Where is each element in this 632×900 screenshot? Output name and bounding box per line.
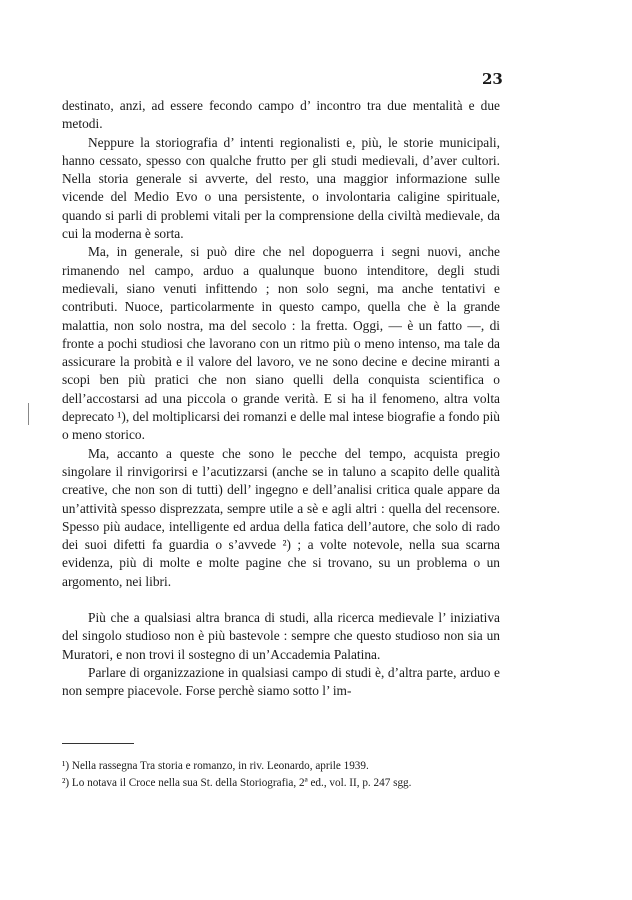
body-text bbox=[62, 97, 500, 701]
paragraph: Neppure la storiografia d’ intenti regionalisti e, più, le storie municipali, hanno cessato, spesso con qualche frutto per gli studi medievali, d’aver cultori. Nella storia generale si avverte, del resto, una maggior informazione sulle vicende del Medio Evo o una persistente, o involontaria caligine spirituale, quando si parli di problemi vitali per la comprensione della civiltà medievale, da cui la moderna è sorta. bbox=[62, 134, 500, 242]
page-number: 23 bbox=[482, 70, 503, 88]
margin-mark bbox=[28, 403, 29, 425]
paragraph: Ma, in generale, si può dire che nel dopoguerra i segni nuovi, anche rimanendo nel campo, arduo a qualunque buono intenditore, degli studi medievali, siano venuti infittendo ; non solo segni, ma anche tentativi e contributi. Nuoce, particolarmente in questo campo, quella che è la grande malattia, non solo nostra, ma del secolo : la fretta. Oggi, — è un fatto —, di fronte a pochi studiosi che lavorano con un ritmo più o meno intenso, ma tale da assicurare la probità e il valore del lavoro, ve ne sono decine e decine miranti a scopi ben più pratici che non siano quelli della conquista scientifica o dell’accostarsi ad una piccola o grande verità. E si ha il fenomeno, altra volta deprecato ¹), del moltiplicarsi dei romanzi e delle mal intese biografie a fondo più o meno storico. bbox=[62, 244, 500, 443]
paragraph: Più che a qualsiasi altra branca di studi, alla ricerca medievale l’ iniziativa del singolo studioso non è più bastevole : sempre che questo studioso non sia un Muratori, e non trovi il sostegno di un’Accademia Palatina. bbox=[62, 610, 500, 662]
section-gap bbox=[62, 591, 500, 609]
footnote: ²) Lo notava il Croce nella sua St. della Storiografia, 2ª ed., vol. II, p. 247 sgg. bbox=[62, 777, 412, 789]
paragraph: Ma, accanto a queste che sono le pecche del tempo, acquista pregio singolare il rinvigorirsi e l’acutizzarsi (anche se in taluno a scapito delle qualità creative, che non son di tutti) dell’ ingegno e dell’analisi critica quale appare da un’attività spesso disprezzata, sempre utile a sè e agli altri : quella del recensore. Spesso più audace, intelligente ed ardua della fatica dell’autore, che solo di rado dei suoi difetti fa guardia o s’avvede ²) ; a volte notevole, nella sua scarna evidenza, più di molte e molte pagine che si trovano, su un problema o un argomento, nei libri. bbox=[62, 445, 500, 589]
footnote-divider bbox=[62, 743, 134, 744]
footnote: ¹) Nella rassegna Tra storia e romanzo, in riv. Leonardo, aprile 1939. bbox=[62, 760, 369, 772]
paragraph: Parlare di organizzazione in qualsiasi campo di studi è, d’altra parte, arduo e non sempre piacevole. Forse perchè siamo sotto l’ im- bbox=[62, 664, 500, 699]
paragraph: destinato, anzi, ad essere fecondo campo d’ incontro tra due mentalità e due metodi. bbox=[62, 98, 500, 132]
footnotes bbox=[62, 758, 502, 792]
